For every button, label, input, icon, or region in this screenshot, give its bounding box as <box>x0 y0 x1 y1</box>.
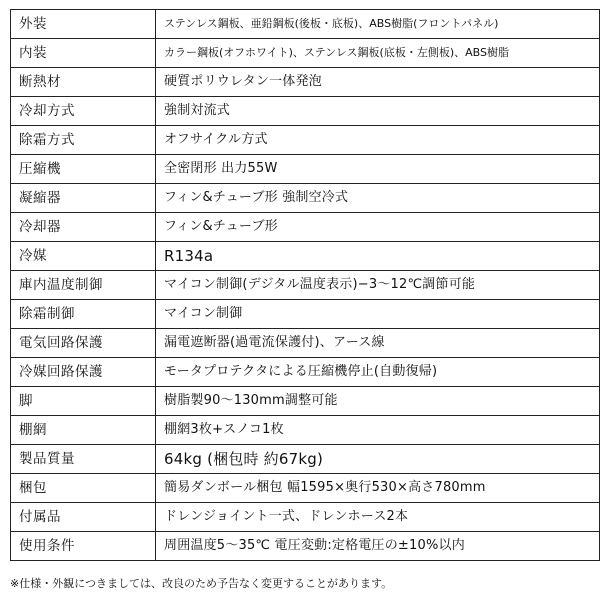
spec-row-packaging <box>11 474 600 503</box>
spec-label: 棚網 <box>11 416 156 445</box>
spec-row-insulation <box>11 68 600 97</box>
spec-value: ステンレス鋼板、亜鉛鋼板(後板・底板)、ABS樹脂(フロントパネル) <box>156 10 600 39</box>
spec-value: オフサイクル方式 <box>156 126 600 155</box>
spec-value: マイコン制御(デジタル温度表示)−3〜12℃調節可能 <box>156 271 600 300</box>
spec-value: 周囲温度5〜35℃ 電圧変動:定格電圧の±10%以内 <box>156 532 600 561</box>
spec-value: 樹脂製90〜130mm調整可能 <box>156 387 600 416</box>
spec-row-condenser <box>11 184 600 213</box>
spec-value: 全密閉形 出力55W <box>156 155 600 184</box>
spec-label: 凝縮器 <box>11 184 156 213</box>
spec-value: カラー鋼板(オフホワイト)、ステンレス鋼板(底板・左側板)、ABS樹脂 <box>156 39 600 68</box>
spec-label: 除霜方式 <box>11 126 156 155</box>
spec-row-weight <box>11 445 600 474</box>
spec-label: 製品質量 <box>11 445 156 474</box>
spec-label: 除霜制御 <box>11 300 156 329</box>
spec-row-operating-conditions <box>11 532 600 561</box>
spec-label: 圧縮機 <box>11 155 156 184</box>
spec-value: 64kg (梱包時 約67kg) <box>156 445 600 474</box>
spec-table <box>10 9 600 561</box>
spec-row-evaporator <box>11 213 600 242</box>
spec-row-defrost-control <box>11 300 600 329</box>
spec-row-legs <box>11 387 600 416</box>
spec-value: 硬質ポリウレタン一体発泡 <box>156 68 600 97</box>
spec-value: フィン&チューブ形 強制空冷式 <box>156 184 600 213</box>
spec-row-accessories <box>11 503 600 532</box>
spec-value: フィン&チューブ形 <box>156 213 600 242</box>
spec-row-refrigerant <box>11 242 600 271</box>
spec-row-compressor <box>11 155 600 184</box>
spec-label: 付属品 <box>11 503 156 532</box>
spec-value: モータプロテクタによる圧縮機停止(自動復帰) <box>156 358 600 387</box>
spec-row-shelves <box>11 416 600 445</box>
spec-label: 冷媒 <box>11 242 156 271</box>
spec-label: 電気回路保護 <box>11 329 156 358</box>
spec-label: 冷却器 <box>11 213 156 242</box>
spec-row-cooling-method <box>11 97 600 126</box>
spec-value: R134a <box>156 242 600 271</box>
spec-value: 強制対流式 <box>156 97 600 126</box>
spec-value: 棚網3枚+スノコ1枚 <box>156 416 600 445</box>
spec-value: 漏電遮断器(過電流保護付)、アース線 <box>156 329 600 358</box>
spec-label: 断熱材 <box>11 68 156 97</box>
spec-label: 庫内温度制御 <box>11 271 156 300</box>
spec-label: 冷却方式 <box>11 97 156 126</box>
spec-value: ドレンジョイント一式、ドレンホース2本 <box>156 503 600 532</box>
spec-row-electrical-protection <box>11 329 600 358</box>
spec-row-interior <box>11 39 600 68</box>
spec-label: 内装 <box>11 39 156 68</box>
spec-row-temperature-control <box>11 271 600 300</box>
spec-label: 外装 <box>11 10 156 39</box>
spec-sheet <box>10 9 600 561</box>
spec-label: 脚 <box>11 387 156 416</box>
spec-value: マイコン制御 <box>156 300 600 329</box>
spec-label: 梱包 <box>11 474 156 503</box>
spec-label: 使用条件 <box>11 532 156 561</box>
footnote: ※仕様・外観につきましては、改良のため予告なく変更することがあります。 <box>10 577 393 590</box>
spec-row-defrost-method <box>11 126 600 155</box>
spec-row-refrigerant-protection <box>11 358 600 387</box>
spec-value: 簡易ダンボール梱包 幅1595×奥行530×高さ780mm <box>156 474 600 503</box>
spec-label: 冷媒回路保護 <box>11 358 156 387</box>
spec-row-exterior <box>11 10 600 39</box>
